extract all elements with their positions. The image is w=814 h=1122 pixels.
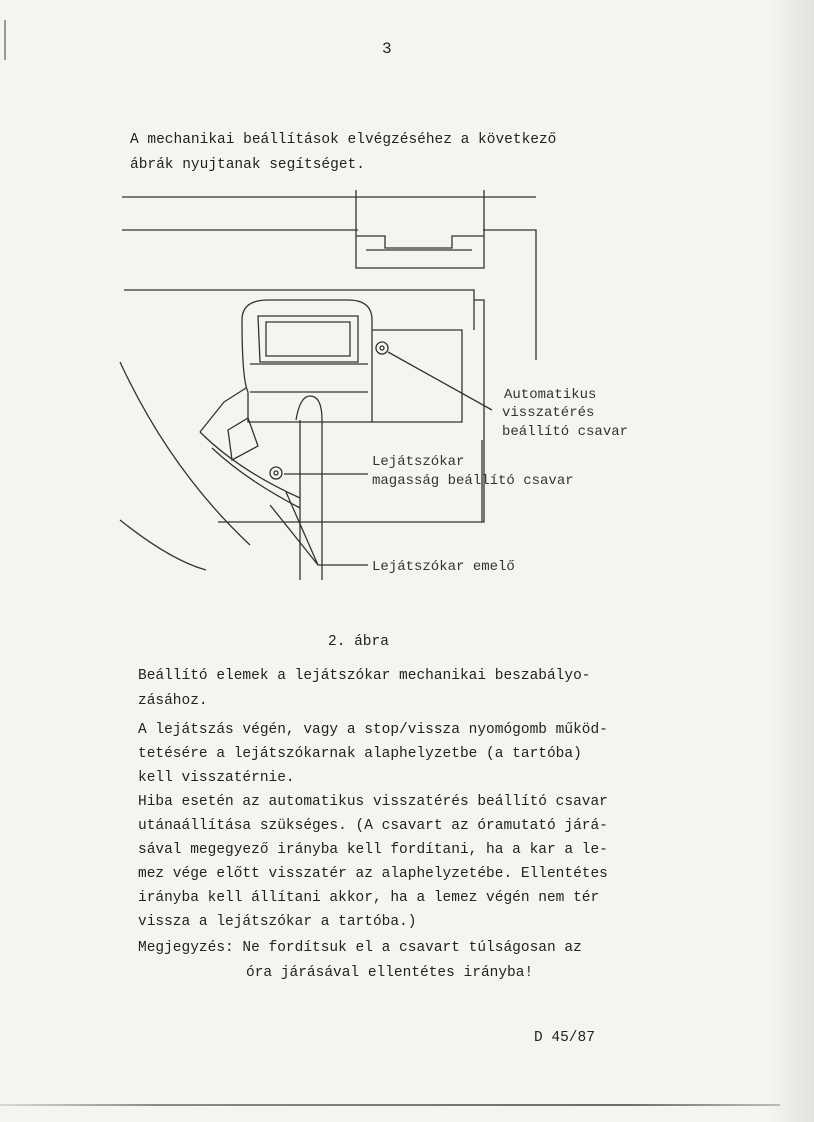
bottom-rule [0, 1104, 780, 1106]
label-auto-return-2: visszatérés [502, 405, 595, 421]
top-rail [122, 197, 536, 360]
label-arm-lift: Lejátszókar emelő [372, 559, 515, 575]
label-arm-height-1: Lejátszókar [372, 454, 465, 470]
leader-auto-return [388, 352, 492, 410]
curved-arm-guide [120, 362, 300, 545]
intro-text: A mechanikai beállítások elvégzéséhez a következő ábrák nyujtanak segítséget. [130, 132, 557, 173]
figure-caption-text: Beállító elemek a lejátszókar mechanikai beszabályo- zásához. [138, 668, 591, 709]
leader-arm-lift [270, 505, 368, 565]
label-auto-return-1: Automatikus [504, 387, 597, 403]
note-label: Megjegyzés: [138, 940, 234, 956]
label-arm-height-2: magasság beállító csavar [372, 473, 574, 489]
cartridge-housing [242, 300, 372, 422]
figure-caption-number: 2. ábra [328, 634, 389, 650]
note-block [138, 936, 698, 986]
cartridge-window [258, 316, 358, 362]
cartridge-lower [250, 364, 368, 392]
tone-arm [296, 396, 322, 580]
auto-return-screw [376, 342, 388, 354]
body-paragraph: A lejátszás végén, vagy a stop/vissza nyomógomb működ- tetésére a lejátszókarnak alaphelyzetbe (a tartóba) kell visszatérnie. Hiba esetén az automatikus visszatérés beállító csavar utánaállítása szükséges. (A csavart az óramutató járá- sával megegyező irányba kell fordítani, ha a kar a le- mez vége előtt visszatér az alaphelyzetébe. Ellentétes irányba kell állítani akkor, ha a lemez végén nem tér vissza a lejátszókar a tartóba.) [138, 722, 608, 930]
document-code: D 45/87 [534, 1030, 595, 1046]
label-auto-return-3: beállító csavar [502, 424, 629, 440]
arm-height-screw [270, 467, 282, 479]
page-number: 3 [382, 40, 392, 58]
top-clamp [356, 190, 484, 268]
note-line-2: óra járásával ellentétes irányba! [246, 965, 534, 981]
note-line-1: Ne fordítsuk el a csavart túlságosan az [242, 940, 582, 956]
